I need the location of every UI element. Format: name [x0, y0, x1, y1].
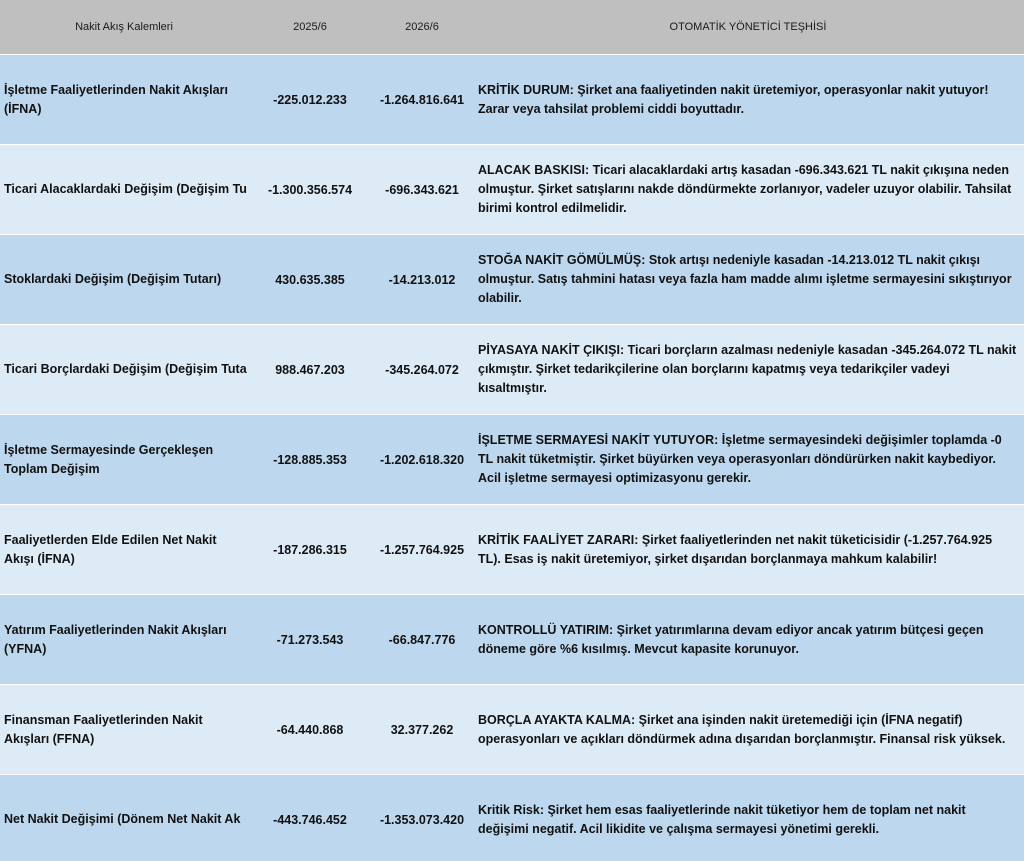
row-diagnosis: BORÇLA AYAKTA KALMA: Şirket ana işinden nakit üretemediği için (İFNA negatif) operasyonları ve açıkları döndürmek adına dışarıdan borçlanmıştır. Finansal risk yüksek.	[478, 712, 1006, 746]
table-row	[0, 775, 1024, 861]
row-value-2025: -71.273.543	[276, 632, 344, 647]
table-row	[0, 505, 1024, 594]
row-value-2026: 32.377.262	[390, 722, 454, 737]
row-diagnosis: KRİTİK DURUM: Şirket ana faaliyetinden nakit üretemiyor, operasyonlar nakit yutuyor! Zarar veya tahsilat problemi ciddi boyuttadır.	[478, 82, 989, 116]
header-2026: 2026/6	[405, 21, 439, 33]
header-2025: 2025/6	[293, 21, 327, 33]
table-row	[0, 595, 1024, 684]
row-value-2025: 988.467.203	[275, 362, 345, 377]
row-item-label: Stoklardaki Değişim (Değişim Tutarı)	[4, 272, 222, 286]
row-value-2025: -64.440.868	[276, 722, 344, 737]
table-row	[0, 55, 1024, 144]
row-item-label: İşletme Sermayesinde Gerçekleşen Toplam Değişim	[4, 442, 214, 476]
table-row	[0, 415, 1024, 504]
row-value-2026: -14.213.012	[388, 272, 456, 287]
row-value-2026: -1.353.073.420	[379, 812, 465, 827]
row-diagnosis: STOĞA NAKİT GÖMÜLMÜŞ: Stok artışı nedeniyle kasadan -14.213.012 TL nakit çıkışı olmuştur. Satış tahmini hatası veya fazla ham madde alımı işletme sermayesini sıkıştırıyor olabilir.	[478, 253, 1012, 305]
row-value-2025: -225.012.233	[273, 92, 347, 107]
row-value-2025: 430.635.385	[275, 272, 345, 287]
row-diagnosis: KONTROLLÜ YATIRIM: Şirket yatırımlarına devam ediyor ancak yatırım bütçesi geçen döneme göre %6 kısılmış. Mevcut kapasite korunuyor.	[478, 622, 984, 656]
row-diagnosis: KRİTİK FAALİYET ZARARI: Şirket faaliyetlerinden net nakit tüketicisidir (-1.257.764.925 TL). Esas iş nakit üretemiyor, şirket dışarıdan borçlanmaya mahkum kalabilir!	[478, 532, 993, 566]
row-value-2025: -443.746.452	[273, 812, 347, 827]
table-row	[0, 145, 1024, 234]
row-value-2025: -187.286.315	[273, 542, 347, 557]
header-item: Nakit Akış Kalemleri	[75, 21, 173, 33]
row-diagnosis: İŞLETME SERMAYESİ NAKİT YUTUYOR: İşletme sermayesindeki değişimler toplamda -0 TL nakit tüketmiştir. Şirket büyürken veya operasyonları döndürürken nakit kaybediyor. Acil işletme sermayesi optimizasyonu gerekir.	[478, 433, 1002, 485]
table-header	[0, 0, 1024, 54]
row-value-2025: -128.885.353	[273, 452, 347, 467]
row-item-label: Ticari Borçlardaki Değişim (Değişim Tuta	[4, 362, 247, 376]
row-value-2026: -1.257.764.925	[379, 542, 465, 557]
table-row	[0, 685, 1024, 774]
row-item-label: Net Nakit Değişimi (Dönem Net Nakit Ak	[4, 812, 241, 826]
header-diagnosis: OTOMATİK YÖNETİCİ TEŞHİSİ	[669, 21, 827, 33]
table-row	[0, 235, 1024, 324]
row-value-2026: -696.343.621	[385, 182, 459, 197]
row-diagnosis: ALACAK BASKISI: Ticari alacaklardaki artış kasadan -696.343.621 TL nakit çıkışına neden olmuştur. Şirket satışlarını nakde döndürmekte zorlanıyor, vadeler uzuyor olabilir. Tahsilat birimi kontrol edilmelidir.	[478, 163, 1012, 215]
row-diagnosis: Kritik Risk: Şirket hem esas faaliyetlerinde nakit tüketiyor hem de toplam net nakit değişimi negatif. Acil likidite ve çalışma sermayesi yönetimi gerekli.	[478, 802, 966, 836]
row-value-2026: -1.202.618.320	[379, 452, 465, 467]
row-item-label: Yatırım Faaliyetlerinden Nakit Akışları (YFNA)	[4, 622, 227, 656]
row-item-label: İşletme Faaliyetlerinden Nakit Akışları (İFNA)	[4, 82, 228, 116]
row-value-2026: -345.264.072	[385, 362, 459, 377]
row-value-2025: -1.300.356.574	[267, 182, 353, 197]
row-value-2026: -66.847.776	[388, 632, 456, 647]
row-diagnosis: PİYASAYA NAKİT ÇIKIŞI: Ticari borçların azalması nedeniyle kasadan -345.264.072 TL nakit çıkmıştır. Şirket tedarikçilerine olan borçlarını kapatmış veya tedarikçiler vadeyi kısaltmıştır.	[478, 343, 1017, 395]
row-item-label: Faaliyetlerden Elde Edilen Net Nakit Akışı (İFNA)	[4, 532, 217, 566]
row-value-2026: -1.264.816.641	[379, 92, 465, 107]
row-item-label: Finansman Faaliyetlerinden Nakit Akışları (FFNA)	[4, 712, 203, 746]
table-row	[0, 325, 1024, 414]
row-item-label: Ticari Alacaklardaki Değişim (Değişim Tu	[4, 182, 247, 196]
